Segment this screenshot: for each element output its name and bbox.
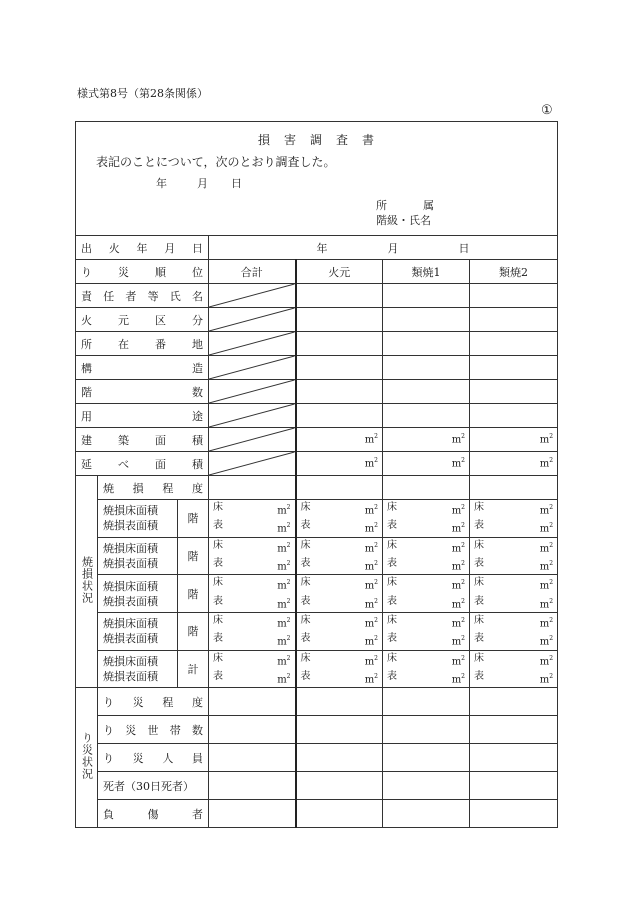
input-cell[interactable]	[383, 308, 470, 332]
input-cell[interactable]	[296, 800, 383, 828]
floor-surface-cell[interactable]: 床 $m^2$ 表 $m^2$	[383, 500, 470, 538]
input-cell[interactable]	[470, 284, 558, 308]
input-cell[interactable]	[296, 476, 383, 500]
floor-surface-cell[interactable]: 床 $m^2$ 表 $m^2$	[209, 612, 296, 650]
label-char: 程	[162, 481, 174, 495]
row-label	[76, 308, 209, 332]
label-char: 災	[132, 751, 144, 765]
area-cell[interactable]: $m^2$	[383, 428, 470, 452]
label-char: 名	[191, 289, 203, 303]
label-char: り	[81, 265, 92, 279]
label-char: 帯	[169, 723, 181, 737]
burn-area-label: 焼損床面積 焼損表面積	[98, 575, 178, 613]
floor-surface-cell[interactable]: 床 $m^2$ 表 $m^2$	[296, 500, 383, 538]
input-cell[interactable]	[296, 356, 383, 380]
floor-surface-cell[interactable]: 床 $m^2$ 表 $m^2$	[470, 537, 558, 575]
label-char: 階	[81, 385, 92, 399]
floor-surface-cell[interactable]: 床 $m^2$ 表 $m^2$	[383, 575, 470, 613]
affiliation-1: 所	[376, 199, 387, 212]
burn-area-label: 焼損床面積 焼損表面積	[98, 650, 178, 688]
area-cell[interactable]: $m^2$	[470, 452, 558, 476]
column-header: 類焼2	[470, 260, 558, 284]
label-char: 者	[125, 289, 137, 303]
column-header: 合計	[209, 260, 296, 284]
label-char: り	[103, 695, 114, 709]
label-char: 番	[155, 337, 166, 351]
label-char: 築	[118, 433, 129, 447]
input-cell[interactable]	[209, 688, 296, 716]
disaster-row-label: 死者（30日死者）	[98, 772, 209, 800]
area-cell[interactable]: $m^2$	[470, 428, 558, 452]
input-cell[interactable]	[296, 308, 383, 332]
damage-survey-form	[75, 121, 558, 828]
input-cell[interactable]	[383, 688, 470, 716]
floor-suffix: 計	[178, 650, 209, 688]
input-cell[interactable]	[470, 476, 558, 500]
slash-cell	[209, 404, 296, 428]
label-char: り	[103, 751, 114, 765]
label-char: 焼	[103, 481, 114, 495]
label-char: 度	[191, 695, 203, 709]
label-char: 負	[103, 807, 114, 821]
floor-surface-cell[interactable]: 床 $m^2$ 表 $m^2$	[470, 650, 558, 688]
area-cell[interactable]: $m^2$	[296, 452, 383, 476]
input-cell[interactable]	[470, 380, 558, 404]
floor-surface-cell[interactable]: 床 $m^2$ 表 $m^2$	[296, 575, 383, 613]
input-cell[interactable]	[296, 688, 383, 716]
input-cell[interactable]	[296, 772, 383, 800]
input-cell[interactable]	[383, 476, 470, 500]
label-char: 火	[108, 241, 120, 255]
label-char: 責	[81, 289, 92, 303]
label-char: 区	[155, 313, 166, 327]
label-char: べ	[118, 457, 129, 471]
disaster-row-label	[98, 688, 209, 716]
input-cell[interactable]	[470, 716, 558, 744]
input-cell[interactable]	[209, 772, 296, 800]
doc-title: 損 害 調 査 書	[258, 133, 376, 147]
label-char: 所	[81, 337, 92, 351]
row-label	[76, 452, 209, 476]
label-char: 途	[192, 409, 203, 423]
label-char: 日	[192, 241, 203, 255]
column-header: 類焼1	[383, 260, 470, 284]
input-cell[interactable]	[209, 744, 296, 772]
label-char: 数	[192, 723, 203, 737]
input-cell[interactable]	[470, 332, 558, 356]
label-char: 位	[192, 265, 203, 279]
input-cell[interactable]	[209, 716, 296, 744]
floor-surface-cell[interactable]: 床 $m^2$ 表 $m^2$	[470, 575, 558, 613]
label-char: 出	[81, 241, 92, 255]
floor-suffix: 階	[178, 500, 209, 538]
label-char: 分	[192, 313, 203, 327]
floor-surface-cell[interactable]: 床 $m^2$ 表 $m^2$	[383, 612, 470, 650]
slash-cell	[209, 452, 296, 476]
input-cell[interactable]	[296, 404, 383, 428]
label-char: 年	[136, 241, 148, 255]
label-char: 損	[132, 481, 144, 495]
label-char: 面	[155, 457, 166, 471]
label-char: 世	[147, 723, 159, 737]
column-header: 火元	[296, 260, 383, 284]
rank-name: 階級・氏名	[376, 214, 431, 227]
input-cell[interactable]	[383, 800, 470, 828]
burn-area-label: 焼損床面積 焼損表面積	[98, 612, 178, 650]
area-cell[interactable]: $m^2$	[296, 428, 383, 452]
input-cell[interactable]	[383, 772, 470, 800]
outbreak-date-value[interactable]: 年 月 日	[209, 236, 558, 260]
order-label	[76, 260, 209, 284]
input-cell[interactable]	[383, 284, 470, 308]
input-cell[interactable]	[209, 800, 296, 828]
form-number: 様式第8号（第28条関係）	[77, 87, 208, 100]
disaster-row-label	[98, 800, 209, 828]
date-year: 年	[156, 177, 167, 190]
label-char: 延	[81, 457, 92, 471]
row-label	[76, 356, 209, 380]
date-day: 日	[231, 177, 242, 190]
label-char: 面	[155, 433, 166, 447]
input-cell[interactable]	[296, 744, 383, 772]
floor-surface-cell[interactable]: 床 $m^2$ 表 $m^2$	[209, 650, 296, 688]
disaster-group-label: り災状況	[76, 688, 98, 828]
row-label	[76, 332, 209, 356]
input-cell[interactable]	[383, 380, 470, 404]
slash-cell	[209, 308, 296, 332]
disaster-row-label	[98, 744, 209, 772]
label-char: 積	[192, 457, 203, 471]
input-cell[interactable]	[383, 356, 470, 380]
floor-surface-cell[interactable]: 床 $m^2$ 表 $m^2$	[296, 537, 383, 575]
label-char: 順	[155, 265, 166, 279]
slash-cell	[209, 332, 296, 356]
floor-suffix: 階	[178, 537, 209, 575]
area-cell[interactable]: $m^2$	[383, 452, 470, 476]
label-char: 造	[192, 361, 203, 375]
slash-cell	[209, 380, 296, 404]
input-cell[interactable]	[470, 688, 558, 716]
burn-degree-label	[98, 476, 209, 500]
floor-surface-cell[interactable]: 床 $m^2$ 表 $m^2$	[209, 575, 296, 613]
page-mark: ①	[541, 103, 553, 118]
label-char: 程	[162, 695, 174, 709]
outbreak-date-label	[76, 236, 209, 260]
input-cell[interactable]	[470, 308, 558, 332]
burn-group-label: 焼損状況	[76, 476, 98, 688]
slash-cell	[209, 428, 296, 452]
floor-surface-cell[interactable]: 床 $m^2$ 表 $m^2$	[470, 612, 558, 650]
row-label	[76, 404, 209, 428]
label-char: 地	[192, 337, 203, 351]
slash-cell	[209, 284, 296, 308]
label-char: 任	[103, 289, 115, 303]
label-char: 火	[81, 313, 92, 327]
label-char: 者	[192, 807, 203, 821]
label-char: 災	[125, 723, 137, 737]
label-char: 月	[164, 241, 176, 255]
label-char: 等	[147, 289, 159, 303]
input-cell[interactable]	[296, 284, 383, 308]
row-label	[76, 380, 209, 404]
input-cell[interactable]	[383, 716, 470, 744]
label-char: 氏	[169, 289, 181, 303]
floor-suffix: 階	[178, 575, 209, 613]
input-cell[interactable]	[383, 744, 470, 772]
label-char: 災	[132, 695, 144, 709]
affiliation-2: 属	[423, 199, 434, 212]
input-cell[interactable]	[296, 716, 383, 744]
label-char: 傷	[147, 807, 159, 821]
floor-surface-cell[interactable]: 床 $m^2$ 表 $m^2$	[383, 650, 470, 688]
slash-cell	[209, 356, 296, 380]
input-cell[interactable]	[470, 404, 558, 428]
floor-surface-cell[interactable]: 床 $m^2$ 表 $m^2$	[383, 537, 470, 575]
row-label	[76, 284, 209, 308]
input-cell[interactable]	[209, 476, 296, 500]
input-cell[interactable]	[470, 800, 558, 828]
floor-suffix: 階	[178, 612, 209, 650]
input-cell[interactable]	[383, 332, 470, 356]
intro-block	[76, 122, 558, 236]
label-char: 用	[81, 409, 92, 423]
disaster-row-label	[98, 716, 209, 744]
floor-surface-cell[interactable]: 床 $m^2$ 表 $m^2$	[209, 537, 296, 575]
burn-area-label: 焼損床面積 焼損表面積	[98, 537, 178, 575]
label-char: 人	[162, 751, 174, 765]
input-cell[interactable]	[296, 380, 383, 404]
label-char: 在	[118, 337, 129, 351]
floor-surface-cell[interactable]: 床 $m^2$ 表 $m^2$	[296, 612, 383, 650]
input-cell[interactable]	[383, 404, 470, 428]
label-char: り	[103, 723, 114, 737]
label-char: 積	[192, 433, 203, 447]
burn-area-label: 焼損床面積 焼損表面積	[98, 500, 178, 538]
floor-surface-cell[interactable]: 床 $m^2$ 表 $m^2$	[209, 500, 296, 538]
label-char: 構	[81, 361, 92, 375]
input-cell[interactable]	[470, 356, 558, 380]
label-char: 員	[191, 751, 203, 765]
label-char: 数	[192, 385, 203, 399]
floor-surface-cell[interactable]: 床 $m^2$ 表 $m^2$	[296, 650, 383, 688]
label-char: 度	[191, 481, 203, 495]
label-char: 建	[81, 433, 92, 447]
label-char: 災	[118, 265, 129, 279]
input-cell[interactable]	[470, 744, 558, 772]
input-cell[interactable]	[470, 772, 558, 800]
row-label	[76, 428, 209, 452]
input-cell[interactable]	[296, 332, 383, 356]
date-month: 月	[197, 177, 208, 190]
intro-text: 表記のことについて，次のとおり調査した。	[96, 155, 336, 169]
label-char: 元	[118, 313, 129, 327]
floor-surface-cell[interactable]: 床 $m^2$ 表 $m^2$	[470, 500, 558, 538]
